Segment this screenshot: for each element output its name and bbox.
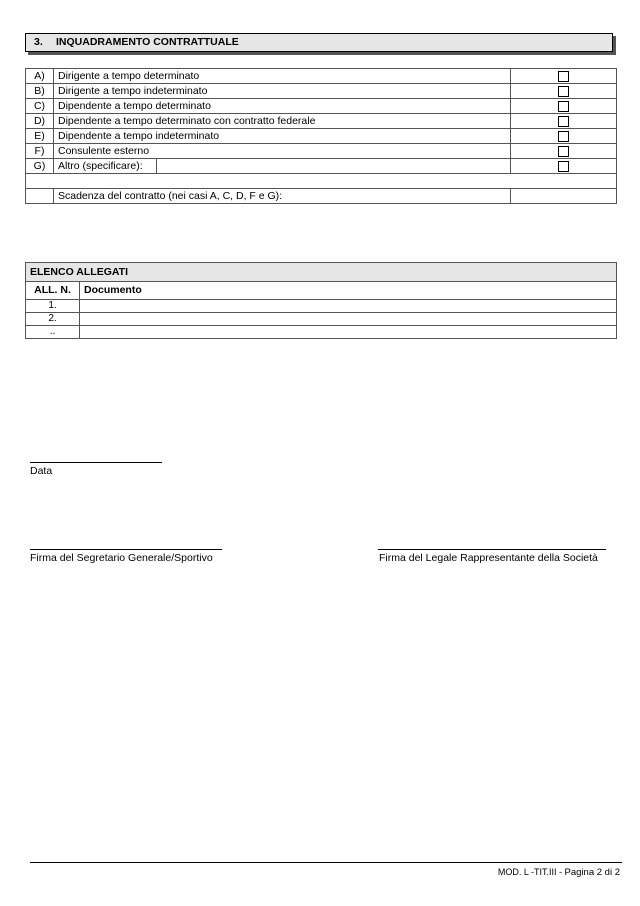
- checkbox-g[interactable]: [558, 161, 569, 172]
- allegati-title: ELENCO ALLEGATI: [26, 263, 617, 282]
- footer: [498, 867, 620, 878]
- checkbox-e[interactable]: [558, 131, 569, 142]
- segretario-signature-line[interactable]: [30, 549, 222, 550]
- col-document-header: Documento: [80, 282, 617, 300]
- checkbox-b[interactable]: [558, 86, 569, 97]
- option-letter: F): [26, 144, 54, 159]
- option-row-f: [26, 144, 617, 159]
- allegati-table: [25, 262, 617, 339]
- option-label: Dirigente a tempo indeterminato: [54, 84, 511, 99]
- option-label: Dipendente a tempo determinato con contratto federale: [54, 114, 511, 129]
- document-field[interactable]: [80, 300, 617, 313]
- date-label: Data: [30, 465, 53, 477]
- option-label: Altro (specificare):: [54, 159, 157, 174]
- allegati-header: [26, 263, 617, 282]
- option-letter: G): [26, 159, 54, 174]
- option-letter: D): [26, 114, 54, 129]
- row-number: 2.: [26, 313, 80, 326]
- row-number: ..: [26, 326, 80, 339]
- option-label: Consulente esterno: [54, 144, 511, 159]
- footer-divider: [30, 862, 622, 863]
- spacer-row: [26, 174, 617, 189]
- scadenza-row: [26, 189, 617, 204]
- option-row-g: [26, 159, 617, 174]
- option-letter: E): [26, 129, 54, 144]
- legale-signature-line[interactable]: [378, 549, 606, 550]
- section-number: 3.: [34, 36, 43, 48]
- option-label: Dipendente a tempo determinato: [54, 99, 511, 114]
- option-row-a: [26, 69, 617, 84]
- section-header: [25, 33, 613, 52]
- page-number: Pagina 2 di 2: [564, 867, 620, 878]
- option-letter: A): [26, 69, 54, 84]
- altro-specify-field[interactable]: [157, 159, 511, 174]
- option-row-c: [26, 99, 617, 114]
- section-title: INQUADRAMENTO CONTRATTUALE: [56, 36, 239, 48]
- option-label: Dirigente a tempo determinato: [54, 69, 511, 84]
- checkbox-a[interactable]: [558, 71, 569, 82]
- table-row: [26, 300, 617, 313]
- checkbox-c[interactable]: [558, 101, 569, 112]
- option-letter: B): [26, 84, 54, 99]
- legale-signature-label: Firma del Legale Rappresentante della Società: [379, 552, 598, 564]
- allegati-column-header: [26, 282, 617, 300]
- option-row-d: [26, 114, 617, 129]
- date-line[interactable]: [30, 462, 162, 463]
- row-number: 1.: [26, 300, 80, 313]
- document-field[interactable]: [80, 326, 617, 339]
- scadenza-label: Scadenza del contratto (nei casi A, C, D, F e G):: [54, 189, 511, 204]
- document-field[interactable]: [80, 313, 617, 326]
- contract-type-table: [25, 68, 617, 204]
- col-number-header: ALL. N.: [26, 282, 80, 300]
- checkbox-d[interactable]: [558, 116, 569, 127]
- table-row: [26, 326, 617, 339]
- option-letter: C): [26, 99, 54, 114]
- scadenza-date-field[interactable]: [511, 189, 617, 204]
- option-row-e: [26, 129, 617, 144]
- checkbox-f[interactable]: [558, 146, 569, 157]
- option-label: Dipendente a tempo indeterminato: [54, 129, 511, 144]
- table-row: [26, 313, 617, 326]
- segretario-signature-label: Firma del Segretario Generale/Sportivo: [30, 552, 213, 564]
- module-code: MOD. L -TIT.III -: [497, 867, 563, 877]
- option-row-b: [26, 84, 617, 99]
